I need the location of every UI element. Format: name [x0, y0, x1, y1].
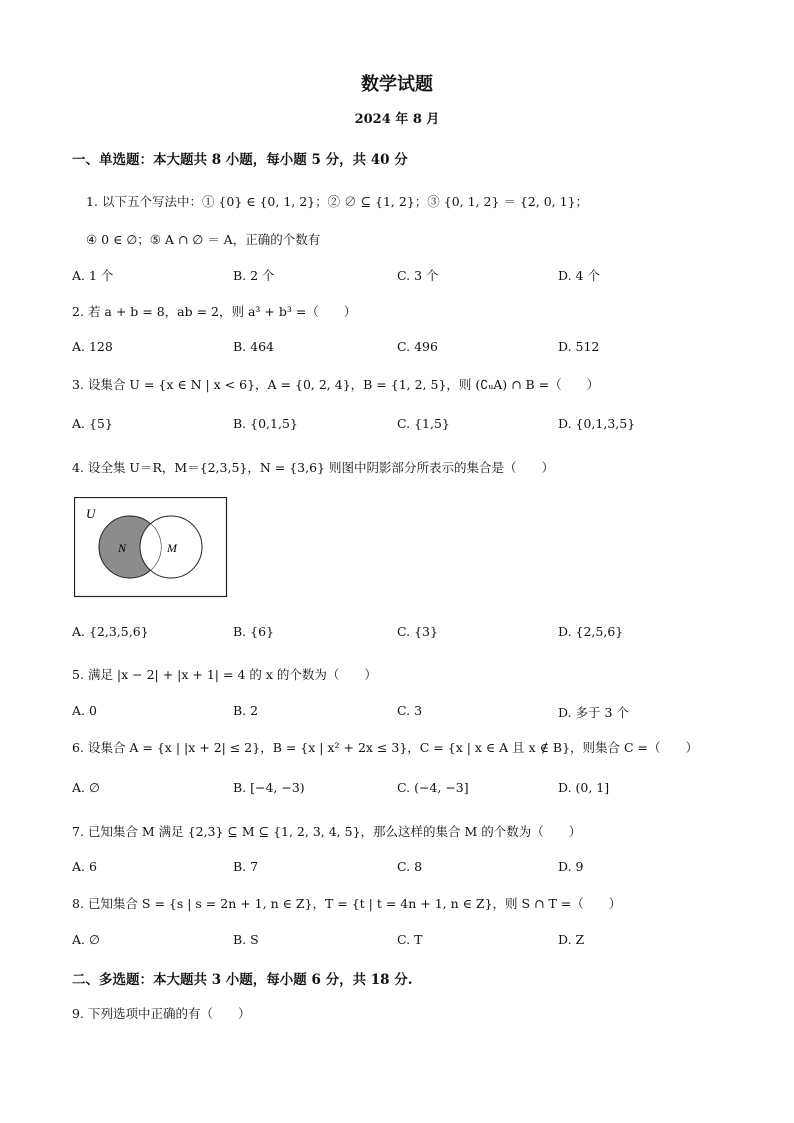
question-number: 6.: [72, 740, 84, 755]
option-a[interactable]: A. 128: [72, 339, 113, 354]
question-1-line-1: [86, 192, 588, 210]
question-text: 设集合 U = {x ∈ N | x < 6}，A = {0, 2, 4}，B = {1, 2, 5}，则 (∁ᵤA) ∩ B =（ ）: [87, 377, 600, 392]
option-b[interactable]: B. 2: [233, 703, 259, 718]
question-3-options: [72, 416, 732, 436]
question-2-options: [72, 339, 732, 359]
question-text: 满足 |x − 2| + |x + 1| = 4 的 x 的个数为（ ）: [87, 667, 377, 682]
question-3: [72, 375, 599, 393]
option-a[interactable]: A. {5}: [72, 416, 113, 431]
venn-diagram: [74, 497, 228, 599]
label-u: U: [86, 506, 96, 521]
question-9: [72, 1004, 250, 1022]
question-6: [72, 738, 698, 756]
question-7: [72, 822, 581, 840]
label-m: M: [167, 541, 177, 555]
option-a[interactable]: A. ∅: [72, 780, 100, 795]
question-text: 已知集合 M 满足 {2,3} ⊆ M ⊆ {1, 2, 3, 4, 5}，那么这样的集合 M 的个数为（ ）: [87, 824, 582, 839]
question-4-options: [72, 624, 732, 644]
option-a[interactable]: A. 1 个: [72, 268, 114, 283]
question-2: [72, 302, 356, 320]
question-1-line-2: ④ 0 ∈ ∅；⑤ A ∩ ∅ ＝ A，正确的个数有: [86, 232, 321, 247]
question-5: [72, 665, 377, 683]
page-title: 数学试题: [361, 74, 433, 95]
option-c[interactable]: C. 8: [397, 859, 423, 874]
option-a[interactable]: A. 0: [72, 703, 97, 718]
question-text: 以下五个写法中：① {0} ∈ {0, 1, 2}；② ∅ ⊆ {1, 2}；③ {0, 1, 2} ＝ {2, 0, 1}；: [101, 194, 589, 209]
option-c[interactable]: C. T: [397, 932, 423, 947]
question-8-options: [72, 932, 732, 952]
option-a[interactable]: A. ∅: [72, 932, 100, 947]
label-n: N: [118, 541, 127, 555]
option-a[interactable]: A. {2,3,5,6}: [72, 624, 149, 639]
option-d[interactable]: D. 512: [558, 339, 600, 354]
question-number: 9.: [72, 1006, 84, 1021]
option-d[interactable]: D. {2,5,6}: [558, 624, 624, 639]
question-6-options: [72, 780, 732, 800]
option-b[interactable]: B. S: [233, 932, 259, 947]
option-c[interactable]: C. 3 个: [397, 268, 439, 283]
option-a[interactable]: A. 6: [72, 859, 97, 874]
question-text: 已知集合 S = {s | s = 2n + 1, n ∈ Z}，T = {t | t = 4n + 1, n ∈ Z}，则 S ∩ T =（ ）: [87, 896, 622, 911]
question-4: [72, 458, 554, 476]
option-d[interactable]: D. 多于 3 个: [558, 705, 629, 720]
option-c[interactable]: C. {3}: [397, 624, 438, 639]
question-number: 8.: [72, 896, 84, 911]
question-number: 1.: [86, 194, 98, 209]
section-multi-choice-heading: 二、多选题：本大题共 3 小题，每小题 6 分，共 18 分.: [72, 972, 413, 988]
question-number: 2.: [72, 304, 84, 319]
option-b[interactable]: B. 464: [233, 339, 274, 354]
question-number: 5.: [72, 667, 84, 682]
option-b[interactable]: B. {0,1,5}: [233, 416, 298, 431]
question-number: 7.: [72, 824, 84, 839]
option-d[interactable]: D. 4 个: [558, 268, 600, 283]
option-d[interactable]: D. Z: [558, 932, 585, 947]
exam-date: 2024 年 8 月: [354, 112, 440, 127]
option-c[interactable]: C. 496: [397, 339, 438, 354]
option-b[interactable]: B. {6}: [233, 624, 274, 639]
option-d[interactable]: D. {0,1,3,5}: [558, 416, 636, 431]
option-c[interactable]: C. (−4, −3]: [397, 780, 469, 795]
question-number: 4.: [72, 460, 84, 475]
section-single-choice-heading: 一、单选题：本大题共 8 小题，每小题 5 分，共 40 分: [72, 152, 408, 168]
question-number: 3.: [72, 377, 84, 392]
option-b[interactable]: B. [−4, −3): [233, 780, 305, 795]
question-text: 若 a + b = 8，ab = 2，则 a³ + b³ =（ ）: [87, 304, 357, 319]
option-c[interactable]: C. 3: [397, 703, 423, 718]
option-b[interactable]: B. 2 个: [233, 268, 275, 283]
question-text: 设全集 U＝R，M＝{2,3,5}，N = {3,6} 则图中阴影部分所表示的集合是（ ）: [87, 460, 554, 475]
option-d[interactable]: D. 9: [558, 859, 584, 874]
question-5-options: [72, 703, 732, 723]
question-7-options: [72, 859, 732, 879]
question-text: 设集合 A = {x | |x + 2| ≤ 2}，B = {x | x² + 2x ≤ 3}，C = {x | x ∈ A 且 x ∉ B}，则集合 C =（ ）: [87, 740, 699, 755]
option-c[interactable]: C. {1,5}: [397, 416, 450, 431]
option-b[interactable]: B. 7: [233, 859, 259, 874]
question-8: [72, 894, 621, 912]
question-text: 下列选项中正确的有（ ）: [87, 1006, 251, 1021]
question-1-options: [72, 266, 732, 286]
option-d[interactable]: D. (0, 1]: [558, 780, 610, 795]
